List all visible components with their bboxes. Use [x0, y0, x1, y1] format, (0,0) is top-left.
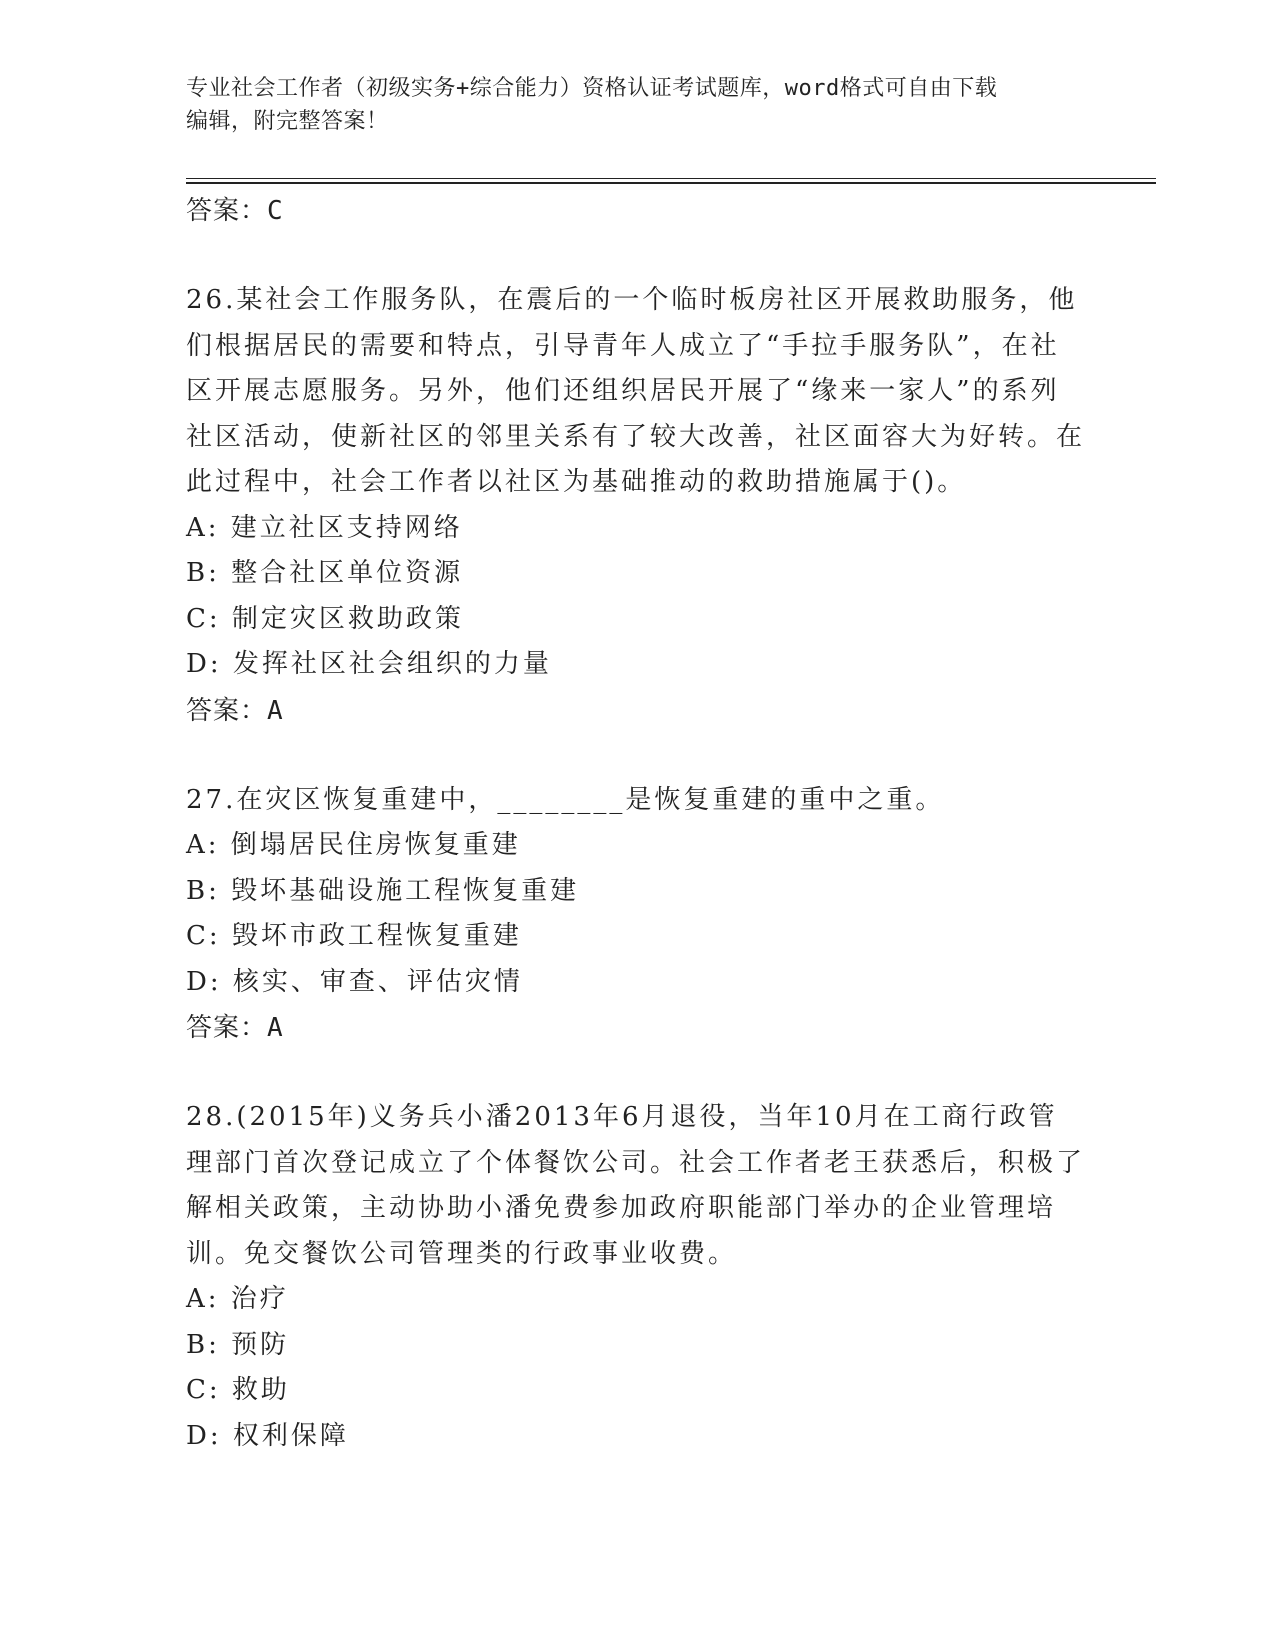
- question-27: [186, 778, 1086, 1052]
- option-c: C: 救助: [186, 1375, 290, 1405]
- answer-line: 答案：A: [186, 695, 284, 726]
- option-b: B: 整合社区单位资源: [186, 558, 464, 588]
- option-a: A: 倒塌居民住房恢复重建: [186, 830, 521, 860]
- option-b: B: 毁坏基础设施工程恢复重建: [186, 875, 580, 906]
- answer-line: 答案：C: [186, 196, 284, 226]
- question-text: 27.在灾区恢复重建中，________是恢复重建的重中之重。: [186, 784, 945, 815]
- question-28: [186, 1095, 1086, 1459]
- header-rule-thick: [186, 182, 1156, 184]
- option-b: B: 预防: [186, 1329, 290, 1360]
- question-text: 26.某社会工作服务队，在震后的一个临时板房社区开展救助服务，他们根据居民的需要和特点，引导青年人成立了“手拉手服务队”，在社区开展志愿服务。另外，他们还组织居民开展了“缘来一家人”的系列社区活动，使新社区的邻里关系有了较大改善，社区面容大为好转。在此过程中，社会工作者以社区为基础推动的救助措施属于()。: [186, 285, 1086, 497]
- option-a: A: 建立社区支持网络: [186, 512, 463, 543]
- header-line-1: 专业社会工作者（初级实务+综合能力）资格认证考试题库，word格式可自由下载: [186, 76, 998, 101]
- option-a: A: 治疗: [186, 1284, 289, 1314]
- option-c: C: 制定灾区救助政策: [186, 603, 464, 634]
- header-line-2: 编辑，附完整答案！: [186, 109, 389, 134]
- header-rule-thin: [186, 178, 1156, 179]
- question-text: 28.(2015年)义务兵小潘2013年6月退役，当年10月在工商行政管理部门首次登记成立了个体餐饮公司。社会工作者老王获悉后，积极了解相关政策，主动协助小潘免费参加政府职能部门举办的企业管理培训。免交餐饮公司管理类的行政事业收费。: [186, 1102, 1086, 1269]
- question-list: [186, 188, 1086, 1459]
- answer-line: 答案：A: [186, 1013, 284, 1043]
- option-d: D: 权利保障: [186, 1420, 349, 1451]
- document-header: [186, 72, 1106, 138]
- option-c: C: 毁坏市政工程恢复重建: [186, 921, 522, 951]
- option-d: D: 核实、审查、评估灾情: [186, 966, 523, 997]
- option-d: D: 发挥社区社会组织的力量: [186, 649, 552, 679]
- question-26: [186, 278, 1086, 734]
